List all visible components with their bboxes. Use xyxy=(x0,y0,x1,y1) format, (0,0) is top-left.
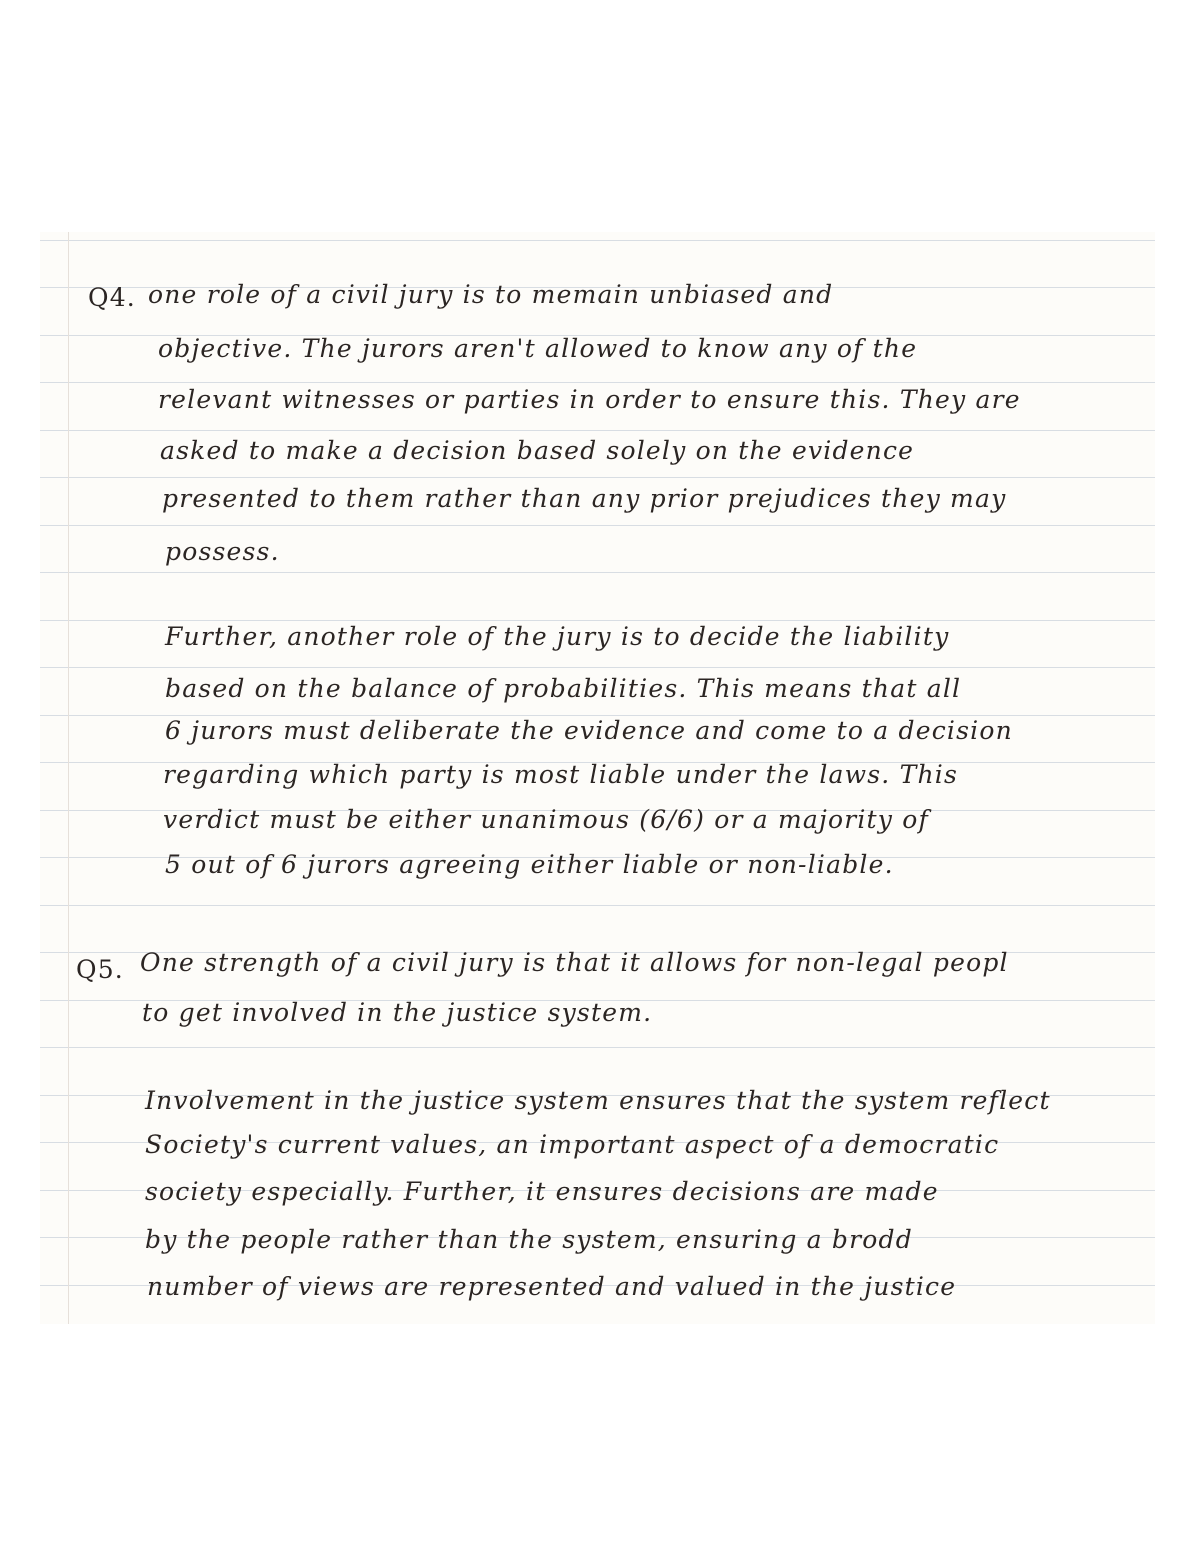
q4-line-8: based on the balance of probabilities. This means that all xyxy=(165,674,962,703)
q4-line-2: objective. The jurors aren't allowed to know any of the xyxy=(158,334,918,363)
q5-line-3: Involvement in the justice system ensures that the system reflect xyxy=(145,1086,1051,1115)
q4-line-5: presented to them rather than any prior prejudices they may xyxy=(162,484,1007,513)
q5-line-2: to get involved in the justice system. xyxy=(142,998,653,1027)
q4-line-9: 6 jurors must deliberate the evidence and come to a decision xyxy=(165,716,1013,745)
q4-line-3: relevant witnesses or parties in order to ensure this. They are xyxy=(158,385,1021,414)
q5-line-5: society especially. Further, it ensures decisions are made xyxy=(145,1177,939,1206)
q4-line-6: possess. xyxy=(165,537,280,566)
margin-line xyxy=(68,232,69,1324)
q4-line-1: one role of a civil jury is to memain unbiased and xyxy=(148,280,834,309)
q4-line-10: regarding which party is most liable under the laws. This xyxy=(163,760,958,789)
q4-line-11: verdict must be either unanimous (6/6) or a majority of xyxy=(163,805,929,834)
q4-line-7: Further, another role of the jury is to decide the liability xyxy=(165,622,950,651)
q4-line-12: 5 out of 6 jurors agreeing either liable or non-liable. xyxy=(165,850,894,879)
q5-line-6: by the people rather than the system, ensuring a brodd xyxy=(145,1225,913,1254)
q5-label: Q5. xyxy=(76,955,124,984)
q5-line-4: Society's current values, an important aspect of a democratic xyxy=(145,1130,1000,1159)
q5-line-1: One strength of a civil jury is that it allows for non-legal peopl xyxy=(140,948,1009,977)
q4-line-4: asked to make a decision based solely on the evidence xyxy=(160,436,915,465)
q4-label: Q4. xyxy=(88,283,136,312)
q5-line-7: number of views are represented and valued in the justice xyxy=(147,1272,957,1301)
